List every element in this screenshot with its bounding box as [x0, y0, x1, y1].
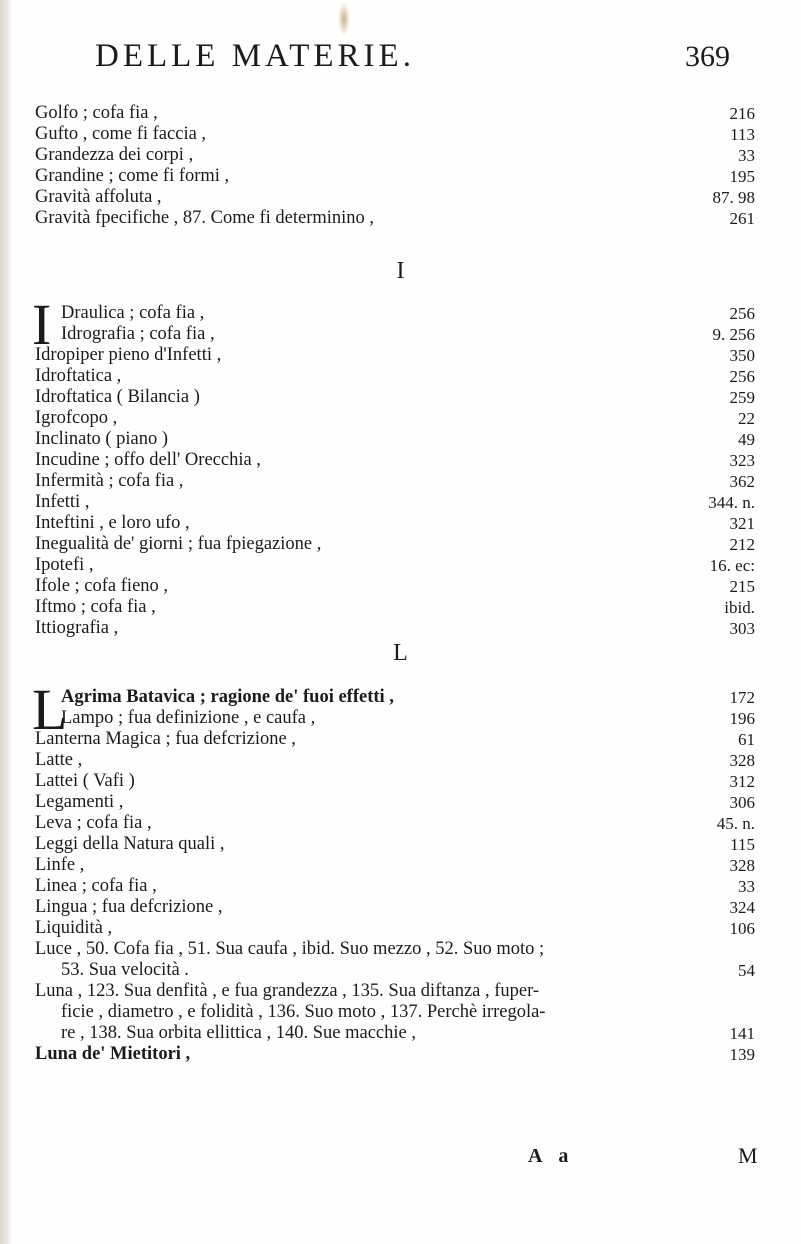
entry-term: Gravità affoluta ,: [35, 187, 162, 207]
entry-term: Leggi della Natura quali ,: [35, 834, 225, 854]
entry-page-ref: 216: [729, 104, 755, 123]
entry-page-ref: 259: [729, 388, 755, 407]
index-entry: [35, 855, 755, 876]
entry-term: Linfe ,: [35, 855, 85, 875]
entry-term: Lampo ; fua definizione , e caufa ,: [61, 708, 316, 728]
entry-page-ref: 54: [738, 961, 755, 980]
page-gutter: [0, 0, 12, 1244]
line-text: Luce , 50. Cofa fia , 51. Sua caufa , ibid. Suo mezzo , 52. Suo moto ;: [35, 939, 545, 959]
entry-page-ref: 321: [729, 514, 755, 533]
entry-page-ref: 33: [738, 877, 755, 896]
index-entry: [35, 750, 755, 771]
entry-term: Ittiografia ,: [35, 618, 119, 638]
line-text: 53. Sua velocità .: [61, 960, 189, 980]
entry-page-ref: 113: [730, 125, 755, 144]
entry-page-ref: 324: [729, 898, 755, 917]
entry-page-ref: 256: [729, 367, 755, 386]
entry-term: Latte ,: [35, 750, 83, 770]
index-entry: [35, 366, 755, 387]
entry-term: Iftmo ; cofa fia ,: [35, 597, 156, 617]
entry-term: Idropiper pieno d'Infetti ,: [35, 345, 222, 365]
index-entry: [35, 708, 755, 729]
entry-term: Golfo ; cofa fia ,: [35, 103, 158, 123]
entry-term: Lattei ( Vafi ): [35, 771, 135, 791]
index-entry: [35, 876, 755, 897]
index-entry: [35, 303, 755, 324]
luce-entry: [35, 939, 755, 981]
entry-term: Legamenti ,: [35, 792, 124, 812]
entry-term: Idrografia ; cofa fia ,: [61, 324, 215, 344]
index-section-i: [35, 303, 755, 639]
entry-term: Inclinato ( piano ): [35, 429, 169, 449]
entry-term: Gravità fpecifiche , 87. Come fi determinino ,: [35, 208, 375, 228]
paragraph-line: [35, 1002, 755, 1023]
entry-page-ref: 139: [729, 1045, 755, 1064]
index-entry: [35, 208, 755, 229]
paragraph-line: [35, 981, 755, 1002]
index-entry: [35, 124, 755, 145]
entry-page-ref: 106: [729, 919, 755, 938]
entry-page-ref: 344. n.: [708, 493, 755, 512]
entry-page-ref: 196: [729, 709, 755, 728]
entry-page-ref: 172: [729, 688, 755, 707]
entry-page-ref: 87. 98: [712, 188, 755, 207]
index-entry: [35, 687, 755, 708]
entry-page-ref: 362: [729, 472, 755, 491]
index-entry: [35, 324, 755, 345]
entry-page-ref: 303: [729, 619, 755, 638]
entry-page-ref: 256: [729, 304, 755, 323]
paragraph-line: [35, 939, 755, 960]
ink-smudge: [338, 2, 350, 36]
index-entry: [35, 492, 755, 513]
index-entry: [35, 918, 755, 939]
entry-term: Infermità ; cofa fia ,: [35, 471, 184, 491]
luna-entry: [35, 981, 755, 1044]
entry-term: Lanterna Magica ; fua defcrizione ,: [35, 729, 296, 749]
entry-term: Grandezza dei corpi ,: [35, 145, 194, 165]
line-text: ficie , diametro , e folidità , 136. Suo moto , 137. Perchè irregola-: [61, 1002, 546, 1022]
entry-page-ref: 49: [738, 430, 755, 449]
entry-page-ref: 328: [729, 856, 755, 875]
entry-page-ref: ibid.: [724, 598, 755, 617]
index-entry: [35, 729, 755, 750]
entry-page-ref: 212: [729, 535, 755, 554]
entry-term: Luna de' Mietitori ,: [35, 1044, 191, 1064]
entry-term: Inegualità de' giorni ; fua fpiegazione ,: [35, 534, 322, 554]
index-entry: [35, 345, 755, 366]
entry-page-ref: 350: [729, 346, 755, 365]
entry-term: Incudine ; offo dell' Orecchia ,: [35, 450, 261, 470]
index-entry: [35, 555, 755, 576]
index-entry: [35, 771, 755, 792]
index-entry: [35, 513, 755, 534]
signature-mark: A a: [528, 1145, 575, 1167]
index-entry: [35, 145, 755, 166]
paragraph-line: [35, 960, 755, 981]
index-entry: [35, 1044, 755, 1065]
index-entry: [35, 576, 755, 597]
running-head: DELLE MATERIE.: [95, 38, 415, 74]
index-entry: [35, 471, 755, 492]
index-entry: [35, 387, 755, 408]
entry-term: Agrima Batavica ; ragione de' fuoi effetti ,: [61, 687, 394, 707]
entry-page-ref: 261: [729, 209, 755, 228]
section-letter-i: I: [396, 258, 405, 284]
entry-term: Liquidità ,: [35, 918, 113, 938]
entry-page-ref: 45. n.: [716, 814, 755, 833]
entry-page-ref: 16. ec:: [709, 556, 755, 575]
entry-page-ref: 9. 256: [712, 325, 755, 344]
entry-page-ref: 215: [729, 577, 755, 596]
index-entry: [35, 813, 755, 834]
index-entry: [35, 834, 755, 855]
entry-term: Ipotefi ,: [35, 555, 94, 575]
line-text: Luna , 123. Sua denfità , e fua grandezza , 135. Sua diftanza , fuper-: [35, 981, 540, 1001]
entry-page-ref: 312: [729, 772, 755, 791]
paragraph-line: [35, 1023, 755, 1044]
entry-page-ref: 33: [738, 146, 755, 165]
entry-term: Igrofcopo ,: [35, 408, 118, 428]
entry-term: Idroftatica ( Bilancia ): [35, 387, 200, 407]
index-section-l: [35, 687, 755, 939]
index-section-g: [35, 103, 755, 229]
dropcap-i: I: [32, 292, 52, 357]
index-entry: [35, 792, 755, 813]
entry-term: Grandine ; come fi formi ,: [35, 166, 230, 186]
index-entry: [35, 103, 755, 124]
index-entry: [35, 187, 755, 208]
entry-page-ref: 306: [729, 793, 755, 812]
entry-term: Draulica ; cofa fia ,: [61, 303, 205, 323]
entry-page-ref: 328: [729, 751, 755, 770]
index-entry: [35, 597, 755, 618]
entry-page-ref: 323: [729, 451, 755, 470]
entry-term: Gufto , come fi faccia ,: [35, 124, 207, 144]
index-entry: [35, 166, 755, 187]
index-entry: [35, 618, 755, 639]
entry-term: Infetti ,: [35, 492, 90, 512]
entry-term: Ifole ; cofa fieno ,: [35, 576, 169, 596]
entry-term: Leva ; cofa fia ,: [35, 813, 152, 833]
entry-page-ref: 195: [729, 167, 755, 186]
index-entry: [35, 534, 755, 555]
catchword: M: [738, 1143, 758, 1168]
entry-page-ref: 22: [738, 409, 755, 428]
page-header: [60, 38, 760, 88]
luna-mietitori-entry: [35, 1044, 755, 1065]
page-number: 369: [685, 40, 730, 73]
entry-term: Lingua ; fua defcrizione ,: [35, 897, 223, 917]
entry-page-ref: 61: [738, 730, 755, 749]
index-entry: [35, 408, 755, 429]
entry-term: Linea ; cofa fia ,: [35, 876, 157, 896]
entry-term: Inteftini , e loro ufo ,: [35, 513, 190, 533]
line-text: re , 138. Sua orbita ellittica , 140. Sue macchie ,: [61, 1023, 416, 1043]
entry-page-ref: 115: [730, 835, 755, 854]
index-entry: [35, 429, 755, 450]
entry-term: Idroftatica ,: [35, 366, 122, 386]
dropcap-l: L: [32, 677, 68, 742]
entry-page-ref: 141: [729, 1024, 755, 1043]
index-entry: [35, 450, 755, 471]
index-entry: [35, 897, 755, 918]
section-letter-l: L: [393, 640, 408, 666]
